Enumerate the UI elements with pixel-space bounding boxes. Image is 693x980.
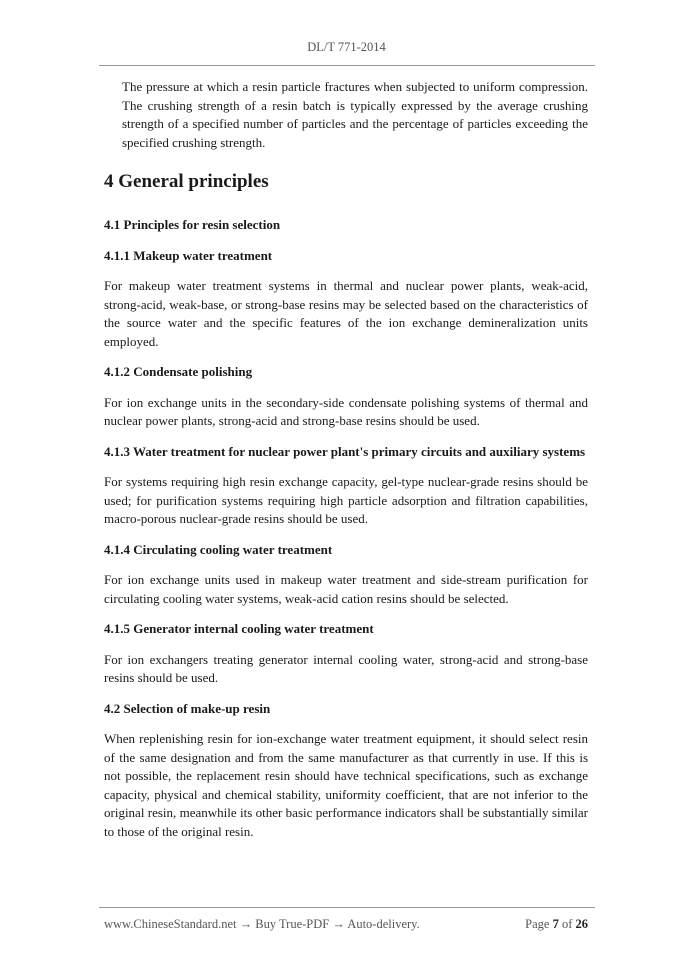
page-number: [525, 917, 588, 932]
footer-divider: [99, 907, 595, 908]
intro-paragraph: The pressure at which a resin particle fractures when subjected to uniform compression. The crushing strength of a resin batch is typically expressed by the average crushing strength of a specified number of particles and the percentage of particles exceeding the specified crushing strength.: [122, 79, 588, 150]
paragraph-4-1-5: For ion exchangers treating generator internal cooling water, strong-acid and strong-base resins should be used.: [104, 651, 588, 685]
subsection-heading-4-1-4: 4.1.4 Circulating cooling water treatment: [104, 541, 333, 557]
running-header: DL/T 771-2014: [307, 40, 386, 54]
subsection-heading-4-2: 4.2 Selection of make-up resin: [104, 700, 271, 716]
subsection-heading-4-1-3: 4.1.3 Water treatment for nuclear power plant's primary circuits and auxiliary systems: [104, 443, 586, 459]
paragraph-4-1-4: For ion exchange units used in makeup water treatment and side-stream purification for circulating cooling water systems, weak-acid cation resins should be selected.: [104, 572, 588, 606]
current-page: 7: [552, 917, 559, 931]
page-body: [104, 78, 588, 841]
subsection-heading-4-1-2: 4.1.2 Condensate polishing: [104, 364, 253, 379]
page-word: Page: [525, 917, 550, 931]
subsection-heading-4-1-1: 4.1.1 Makeup water treatment: [104, 247, 273, 263]
header-divider: [99, 65, 595, 66]
paragraph-4-2: When replenishing resin for ion-exchange water treatment equipment, it should select resin of the same designation and from the same manufacturer as that currently in use. If this is not possible, the replacement resin should have technical specifications, such as exchange capacity, physical and chemical stability, uniformity coefficient, that are not inferior to the original resin, meanwhile its other basic performance indicators shall be substantially similar to those of the original resin.: [104, 731, 588, 839]
paragraph-4-1-1: For makeup water treatment systems in thermal and nuclear power plants, weak-acid, strong-acid, weak-base, or strong-base resins may be selected based on the characteristics of the source water and the specific features of the ion exchange demineralization units employed.: [104, 278, 588, 349]
subsection-heading-4-1-5: 4.1.5 Generator internal cooling water treatment: [104, 621, 374, 636]
total-pages: 26: [575, 917, 588, 931]
paragraph-4-1-2: For ion exchange units in the secondary-side condensate polishing systems of thermal and nuclear power plants, strong-acid and strong-base resins should be used.: [104, 394, 588, 428]
subsection-heading-4-1: 4.1 Principles for resin selection: [104, 217, 281, 232]
section-heading: 4 General principles: [104, 171, 269, 192]
footer-site-link[interactable]: www.ChineseStandard.net → Buy True-PDF → Auto-delivery.: [104, 917, 420, 931]
paragraph-4-1-3: For systems requiring high resin exchange capacity, gel-type nuclear-grade resins should be used; for purification systems requiring high particle adsorption and filtration capabilities, macro-porous nuclear-grade resins should be used.: [104, 474, 588, 526]
of-word: of: [561, 917, 573, 931]
